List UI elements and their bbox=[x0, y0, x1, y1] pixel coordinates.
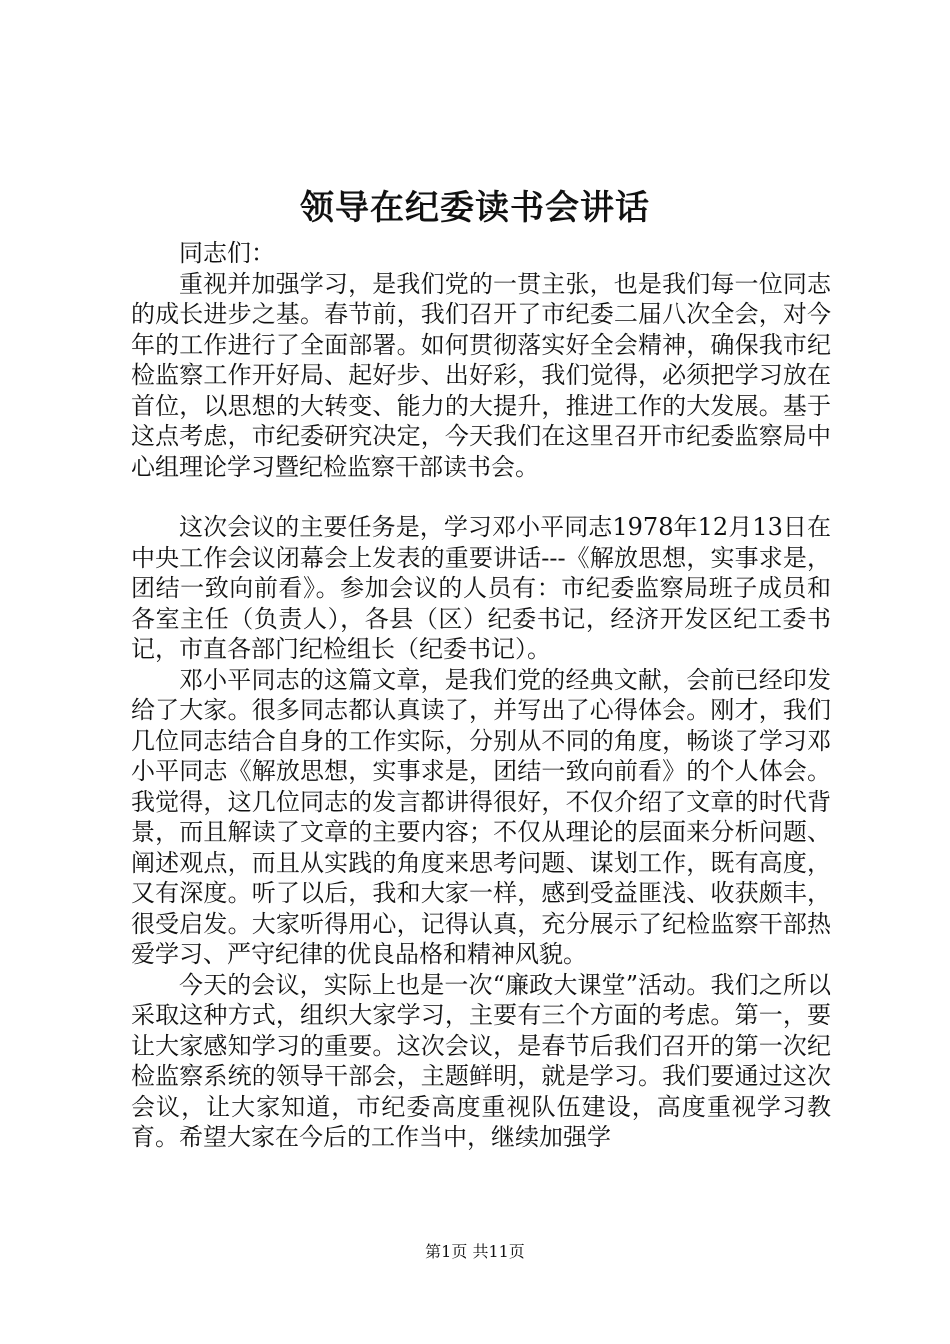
page-number: 第1页 共11页 bbox=[425, 1242, 525, 1261]
paragraph-1: 重视并加强学习，是我们党的一贯主张，也是我们每一位同志的成长进步之基。春节前，我们召开了市纪委二届八次全会，对今年的工作进行了全面部署。如何贯彻落实好全会精神，确保我市纪检监察工作开好局、起好步、出好彩，我们觉得，必须把学习放在首位，以思想的大转变、能力的大提升，推进工作的大发展。基于这点考虑，市纪委研究决定，今天我们在这里召开市纪委监察局中心组理论学习暨纪检监察干部读书会。 bbox=[131, 269, 831, 481]
paragraph-2: 这次会议的主要任务是，学习邓小平同志1978年12月13日在中央工作会议闭幕会上发表的重要讲话---《解放思想，实事求是，团结一致向前看》。参加会议的人员有：市纪委监察局班子成员和各室主任（负责人），各县（区）纪委书记，经济开发区纪工委书记，市直各部门纪检组长（纪委书记）。 bbox=[131, 513, 831, 663]
paragraph-3: 邓小平同志的这篇文章，是我们党的经典文献，会前已经印发给了大家。很多同志都认真读了，并写出了心得体会。刚才，我们几位同志结合自身的工作实际，分别从不同的角度，畅谈了学习邓小平同志《解放思想，实事求是，团结一致向前看》的个人体会。我觉得，这几位同志的发言都讲得很好，不仅介绍了文章的时代背景，而且解读了文章的主要内容；不仅从理论的层面来分析问题、阐述观点，而且从实践的角度来思考问题、谋划工作，既有高度，又有深度。听了以后，我和大家一样，感到受益匪浅、收获颇丰，很受启发。大家听得用心，记得认真，充分展示了纪检监察干部热爱学习、严守纪律的优良品格和精神风貌。 bbox=[131, 665, 831, 968]
salutation: 同志们： bbox=[179, 239, 275, 267]
paragraph-4: 今天的会议，实际上也是一次“廉政大课堂”活动。我们之所以采取这种方式，组织大家学习，主要有三个方面的考虑。第一，要让大家感知学习的重要。这次会议，是春节后我们召开的第一次纪检监察系统的领导干部会，主题鲜明，就是学习。我们要通过这次会议，让大家知道，市纪委高度重视队伍建设，高度重视学习教育。希望大家在今后的工作当中，继续加强学 bbox=[131, 970, 831, 1151]
document-body bbox=[131, 238, 831, 1153]
document-title: 领导在纪委读书会讲话 bbox=[300, 188, 650, 228]
